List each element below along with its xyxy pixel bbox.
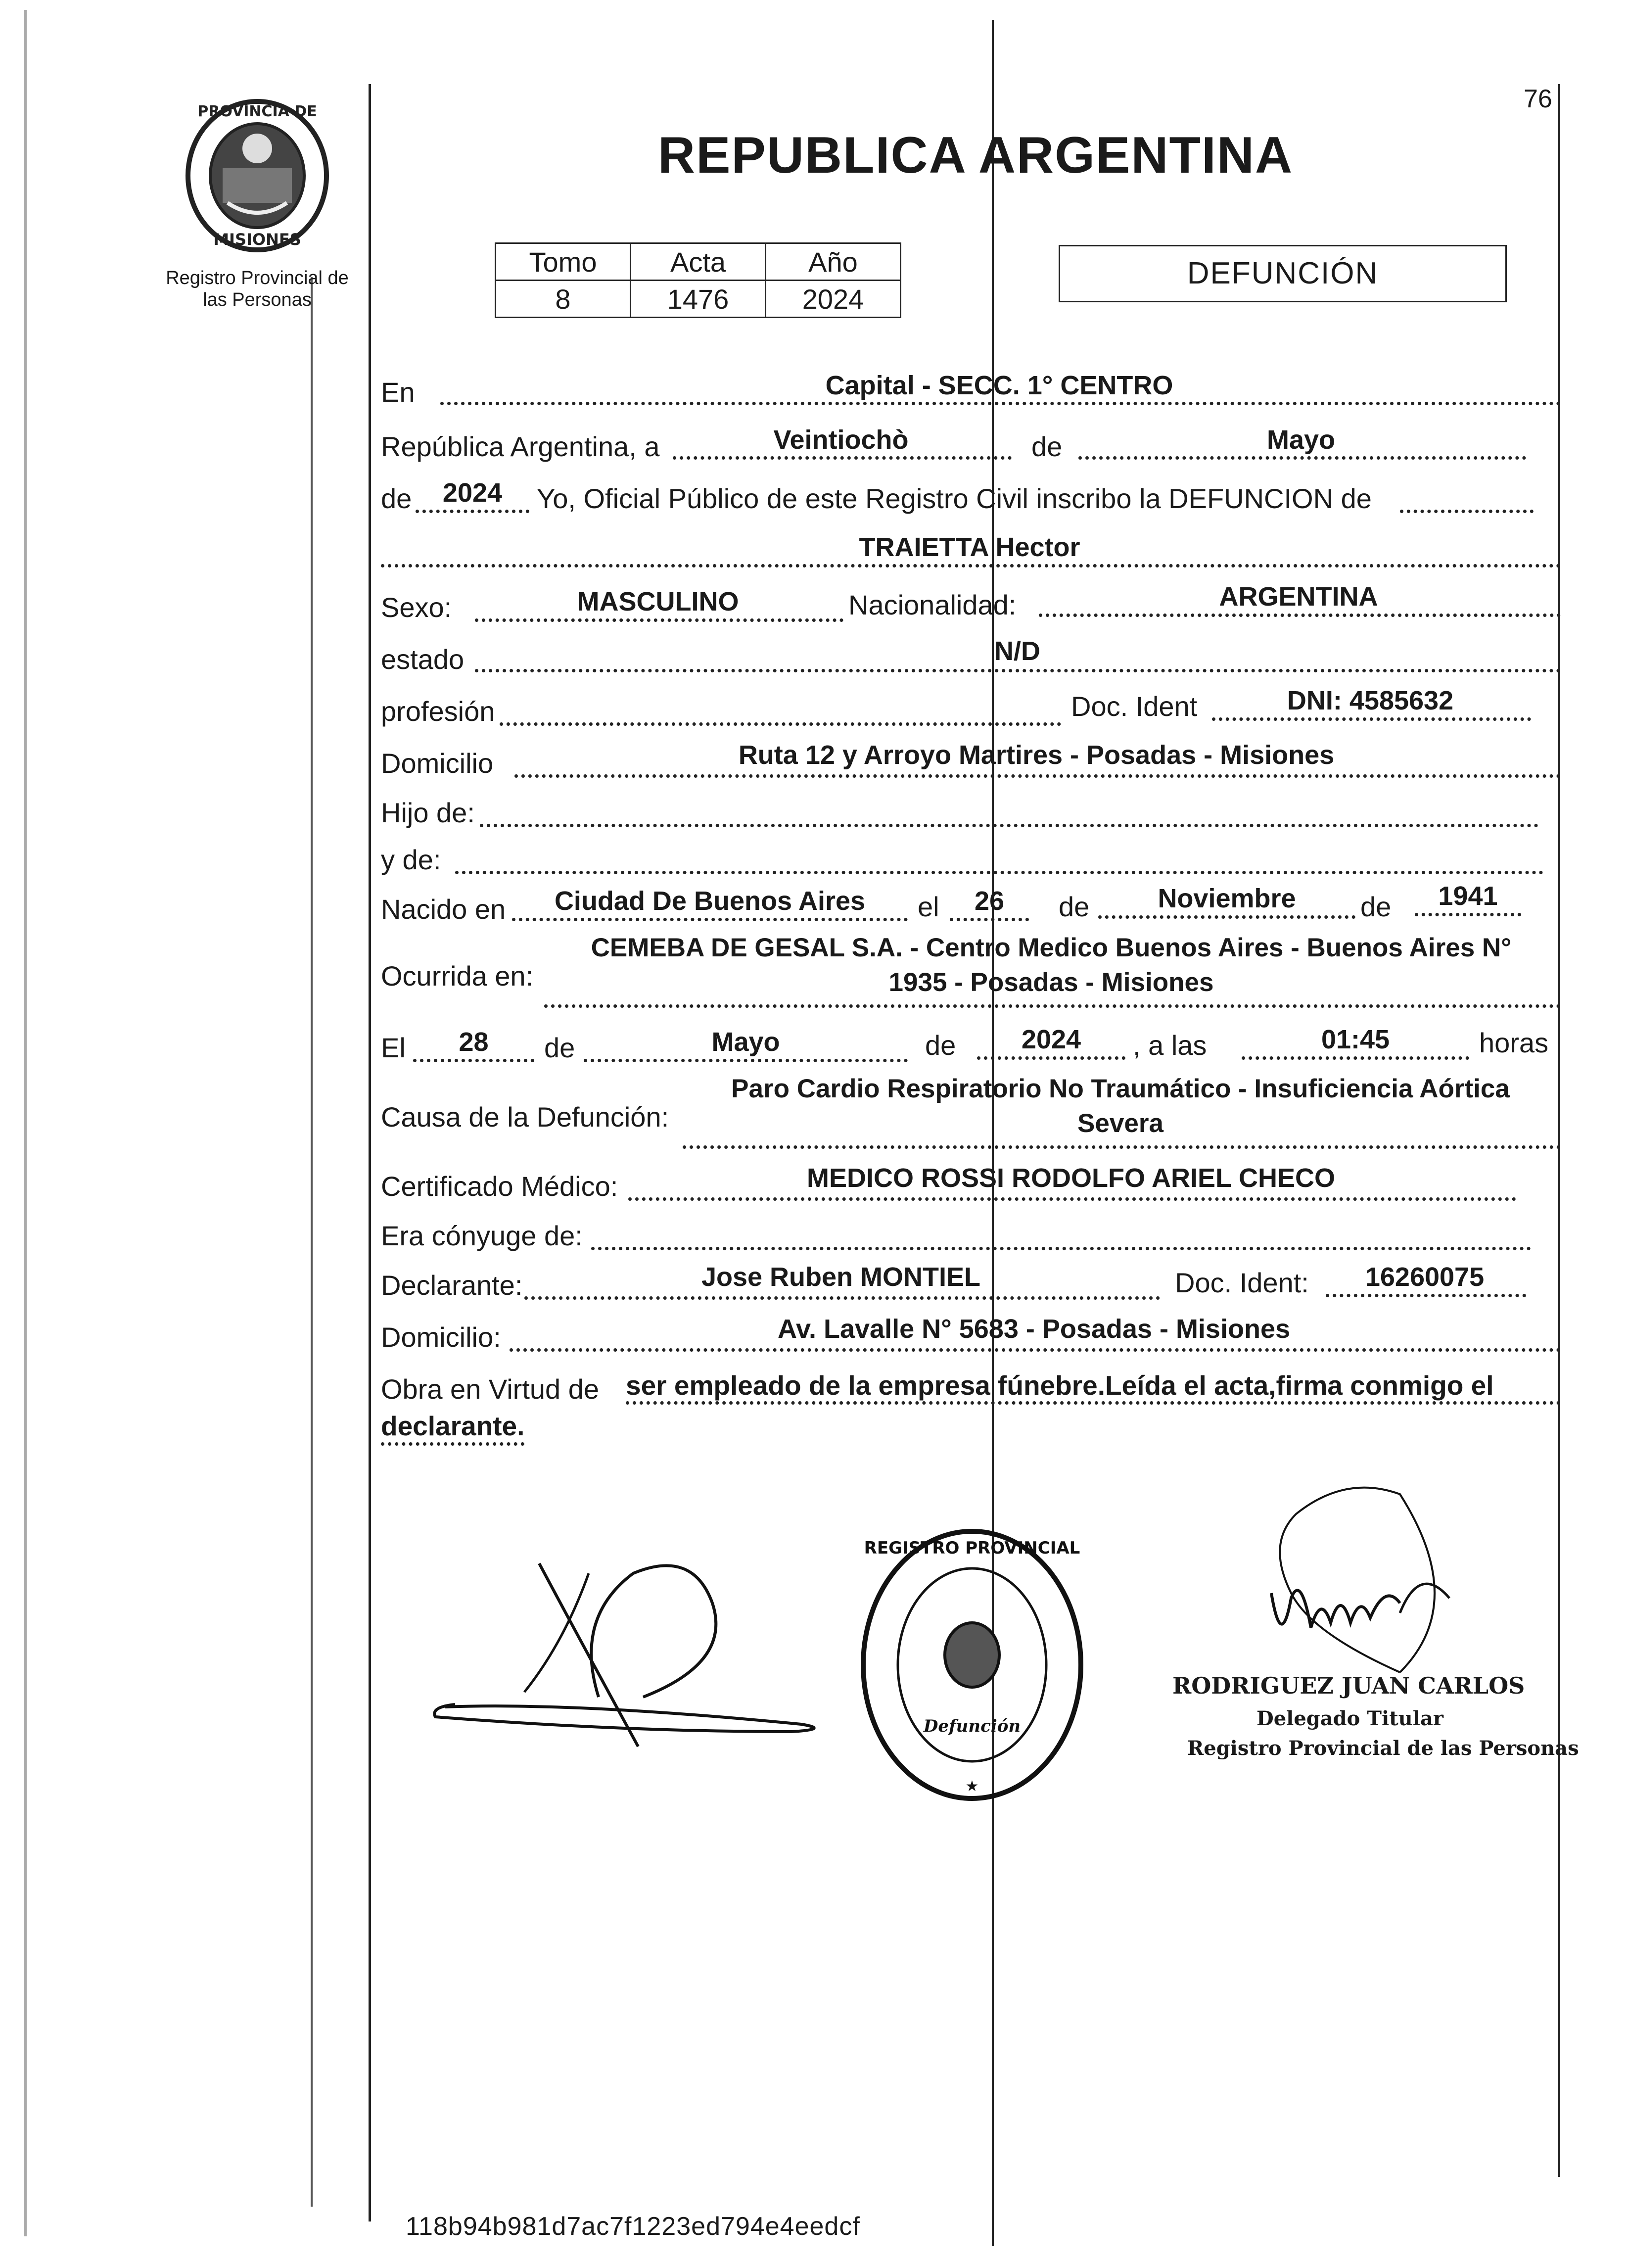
dotted-line [544,1004,1561,1008]
dotted-line [413,1059,534,1062]
location-value: Capital - SECC. 1° CENTRO [825,371,1173,400]
el-cap-label: El [381,1032,406,1063]
dotted-line [1078,456,1526,460]
nacionalidad-value: ARGENTINA [1219,582,1378,612]
anio-value: 2024 [766,281,901,318]
official-role: Delegado Titular [1256,1707,1443,1730]
doc-ident2-value: 16260075 [1365,1262,1485,1292]
estado-label: estado [381,644,465,675]
registry-stamp [856,1524,1088,1806]
dotted-line [628,1197,1516,1201]
month-value: Mayo [1266,425,1336,455]
dotted-line [673,456,1012,460]
birth-month: Noviembre [1158,884,1296,913]
tomo-header: Tomo [496,243,631,281]
domicilio2-label: Domicilio: [381,1322,501,1353]
doc-ident2-label: Doc. Ident: [1175,1267,1309,1298]
republica-label: República Argentina, a [381,431,660,462]
margin-rule-left [369,84,371,2221]
dotted-line [950,918,1029,921]
death-month: Mayo [711,1027,780,1057]
domicilio-label: Domicilio [381,748,494,779]
acta-header: Acta [631,243,766,281]
causa-label: Causa de la Defunción: [381,1101,669,1133]
declarante-value: Jose Ruben MONTIEL [701,1262,981,1292]
y-de-label: y de: [381,844,441,875]
svg-text:Defunción: Defunción [923,1716,1021,1736]
acta-value: 1476 [631,281,766,318]
dotted-line [1415,913,1521,916]
de-label: de [1031,431,1063,462]
dotted-line [626,1401,1561,1405]
doc-ident-label: Doc. Ident [1071,691,1198,722]
de-label: de [1059,891,1090,922]
document-hash: 118b94b981d7ac7f1223ed794e4eedcf [406,2212,860,2241]
margin-rule-right [1558,84,1560,2177]
dotted-line [440,402,1561,405]
nacionalidad-label: Nacionalidad: [848,589,1017,620]
birth-day: 26 [974,886,1005,916]
dotted-line [455,871,1543,874]
profesion-label: profesión [381,696,495,727]
dotted-line [1098,915,1355,919]
day-words-value: Veintiochò [773,425,909,455]
hijo-label: Hijo de: [381,797,475,828]
conyuge-label: Era cónyuge de: [381,1220,583,1251]
doc-ident-value: DNI: 4585632 [1287,686,1454,715]
causa-line-1: Paro Cardio Respiratorio No Traumático - Insuficiencia Aórtica [731,1074,1510,1103]
nacido-value: Ciudad De Buenos Aires [554,886,866,916]
sexo-value: MASCULINO [577,587,739,616]
svg-text:MISIONES: MISIONES [213,230,301,249]
de-label: de [381,483,412,514]
svg-text:REGISTRO PROVINCIAL: REGISTRO PROVINCIAL [864,1538,1080,1558]
de-label: de [1360,891,1392,922]
el-label: el [918,891,939,922]
nacido-label: Nacido en [381,894,506,925]
svg-text:PROVINCIA DE: PROVINCIA DE [197,103,317,120]
dotted-line [514,774,1561,778]
dotted-line [1400,510,1534,513]
dotted-line [475,618,843,622]
anio-header: Año [766,243,901,281]
document-type-box: DEFUNCIÓN [1059,245,1507,302]
deceased-name: TRAIETTA Hector [859,532,1080,562]
official-name: RODRIGUEZ JUAN CARLOS [1172,1672,1525,1699]
dotted-line [510,1348,1561,1352]
year-value: 2024 [442,478,503,508]
dotted-line [591,1247,1531,1250]
scan-line-left [24,10,27,2236]
declarant-signature [425,1544,871,1751]
dotted-line [1039,614,1561,617]
official-signature [1123,1474,1499,1682]
certificado-value: MEDICO ROSSI RODOLFO ARIEL CHECO [806,1163,1336,1193]
dotted-line [480,824,1538,827]
ocurrida-line-1: CEMEBA DE GESAL S.A. - Centro Medico Buenos Aires - Buenos Aires N° [591,933,1512,962]
obra-label: Obra en Virtud de [381,1373,600,1405]
horas-label: horas [1479,1027,1549,1058]
ocurrida-line-2: 1935 - Posadas - Misiones [888,968,1214,997]
death-time: 01:45 [1321,1025,1390,1054]
dotted-line [1212,717,1531,721]
dotted-line [416,510,529,513]
death-year: 2024 [1021,1025,1081,1054]
dotted-line [584,1059,908,1062]
declarante-label: Declarante: [381,1270,523,1301]
estado-value: N/D [994,636,1040,666]
a-las-label: , a las [1133,1030,1207,1061]
obra-line-1: ser empleado de la empresa fúnebre.Leída el acta,firma conmigo el [626,1370,1494,1401]
dotted-line [977,1056,1125,1060]
dotted-line [524,1296,1160,1300]
dotted-line [512,918,908,921]
dotted-line [683,1145,1561,1149]
dotted-line [1242,1056,1469,1060]
domicilio-value: Ruta 12 y Arroyo Martires - Posadas - Misiones [738,740,1335,770]
de-label: de [925,1030,956,1061]
dotted-line [381,564,1561,567]
sexo-label: Sexo: [381,592,452,623]
record-table [495,242,901,318]
misiones-crest-logo [183,94,331,257]
page-number: 76 [1524,85,1552,113]
dotted-line [475,669,1561,672]
dotted-line [381,1442,524,1446]
fold-line [311,277,313,2207]
dotted-line [1326,1294,1526,1297]
officer-text: Yo, Oficial Público de este Registro Civil inscribo la DEFUNCION de [537,483,1372,514]
page-title: REPUBLICA ARGENTINA [658,127,1294,184]
dotted-line [500,722,1061,726]
obra-line-2: declarante. [381,1411,525,1441]
domicilio2-value: Av. Lavalle N° 5683 - Posadas - Misiones [777,1314,1291,1344]
official-organization: Registro Provincial de las Personas [1187,1737,1579,1760]
svg-text:★: ★ [965,1778,979,1795]
birth-year: 1941 [1438,881,1498,911]
registry-label: Registro Provincial de las Personas [166,268,349,310]
tomo-value: 8 [496,281,631,318]
de-label: de [544,1032,575,1063]
ocurrida-label: Ocurrida en: [381,960,534,992]
death-day: 28 [459,1027,489,1057]
en-label: En [381,377,415,408]
certificado-label: Certificado Médico: [381,1171,618,1202]
causa-line-2: Severa [1077,1109,1163,1138]
